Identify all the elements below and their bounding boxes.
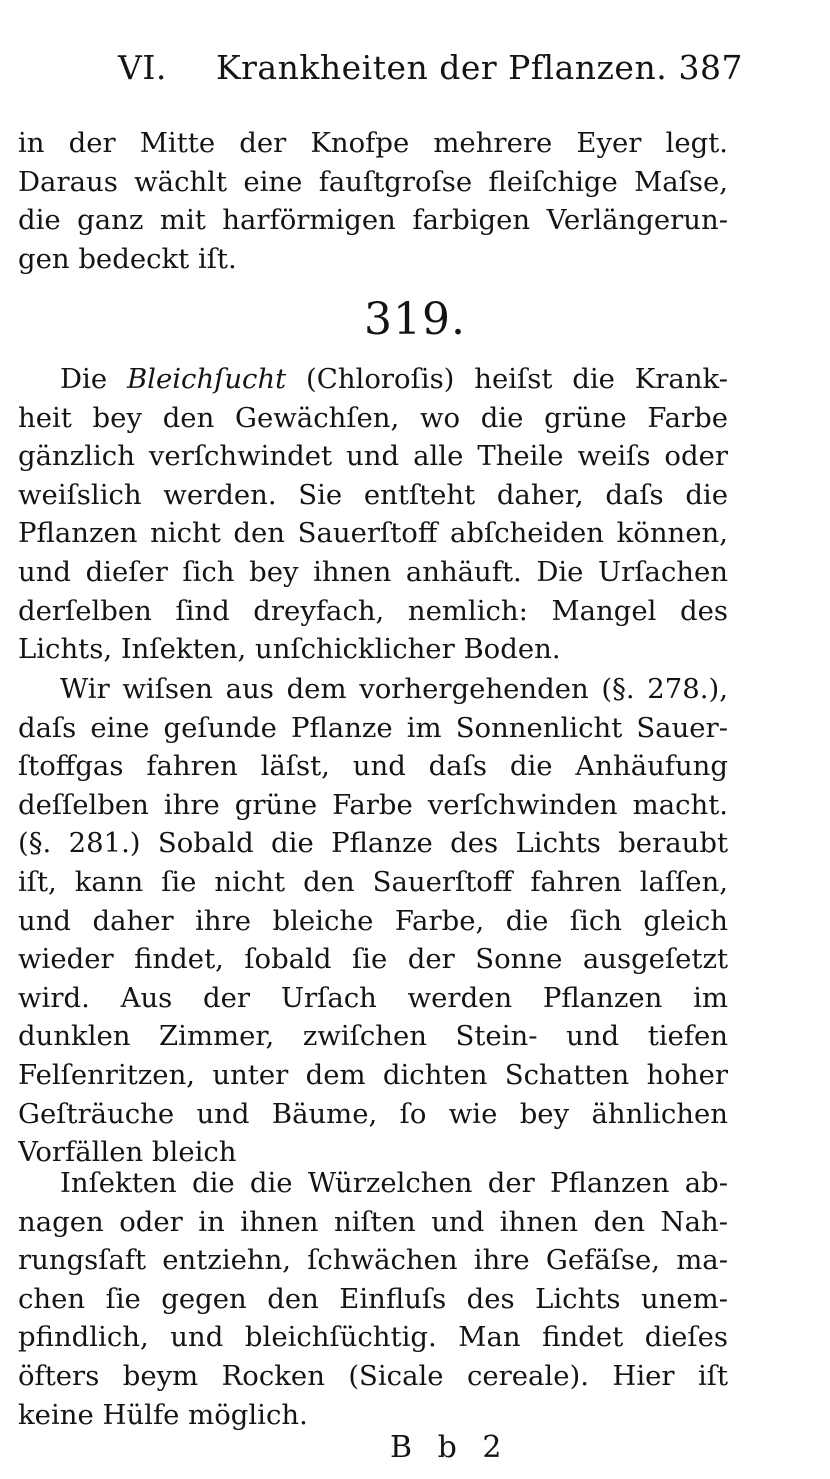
text-line: iſt, kann ſie nicht den Sauerſtoff fahren laſſen, bbox=[18, 865, 728, 898]
text-line: Felſenritzen, unter dem dichten Schatten hoher bbox=[18, 1058, 728, 1091]
paragraph-insects bbox=[18, 1164, 728, 1434]
text-line: nagen oder in ihnen niſten und ihnen den Nah- bbox=[18, 1205, 728, 1238]
running-title: Krankheiten der Pflanzen. bbox=[216, 48, 668, 87]
text-line: Vorfällen bleich bbox=[18, 1136, 237, 1169]
text-line: rungsſaft entziehn, ſchwächen ihre Gefäſse, ma- bbox=[18, 1244, 728, 1277]
text-line: wird. Aus der Urſach werden Pflanzen im bbox=[18, 981, 728, 1014]
paragraph-light bbox=[18, 670, 728, 1172]
page-number: 387 bbox=[678, 48, 743, 87]
text-line: gänzlich verſchwindet und alle Theile weiſs oder bbox=[18, 440, 728, 473]
text-line: daſs eine geſunde Pflanze im Sonnenlicht Sauer- bbox=[18, 711, 728, 744]
text-line: keine Hülfe möglich. bbox=[18, 1398, 308, 1431]
text-line: Geſträuche und Bäume, ſo wie bey ähnlichen bbox=[18, 1097, 728, 1130]
text-line: deſſelben ihre grüne Farbe verſchwinden macht. bbox=[18, 788, 728, 821]
text-line: Wir wiſsen aus dem vorhergehenden (§. 278.), bbox=[60, 673, 728, 705]
text-line: Lichts, Inſekten, unſchicklicher Boden. bbox=[18, 633, 561, 666]
text-line: wieder findet, ſobald ſie der Sonne ausgeſetzt bbox=[18, 943, 728, 976]
continuation-paragraph bbox=[18, 124, 728, 278]
text-line: und dieſer ſich bey ihnen anhäuft. Die Urſachen bbox=[18, 555, 728, 588]
text-fragment: (Chloroſis) heiſst die Krank- bbox=[286, 363, 728, 395]
text-line bbox=[18, 360, 728, 399]
text-line: öfters beym Rocken (Sicale cereale). Hier iſt bbox=[18, 1359, 728, 1392]
section-number: 319. bbox=[364, 294, 466, 345]
paragraph-chlorosis bbox=[18, 360, 728, 669]
text-line: chen ſie gegen den Einfluſs des Lichts unem- bbox=[18, 1282, 728, 1315]
text-line: (§. 281.) Sobald die Pflanze des Lichts beraubt bbox=[18, 827, 728, 860]
running-header bbox=[118, 48, 743, 96]
text-line: pfindlich, und bleichſüchtig. Man findet dieſes bbox=[18, 1321, 728, 1354]
term-bleichsucht: Bleichſucht bbox=[126, 363, 287, 395]
text-line: Daraus wächlt eine fauſtgroſse fleiſchige Maſse, bbox=[18, 165, 728, 198]
text-line: weiſslich werden. Sie entſteht daher, daſs die bbox=[18, 478, 728, 511]
chapter-number: VI. bbox=[118, 48, 167, 87]
text-fragment: Die bbox=[60, 363, 127, 395]
text-line: Pflanzen nicht den Sauerſtoff abſcheiden können, bbox=[18, 517, 728, 550]
text-line: und daher ihre bleiche Farbe, die ſich gleich bbox=[18, 904, 728, 937]
text-line: die ganz mit harförmigen farbigen Verlängerun- bbox=[18, 204, 728, 237]
text-line: dunklen Zimmer, zwiſchen Stein- und tiefen bbox=[18, 1020, 728, 1053]
text-line: gen bedeckt iſt. bbox=[18, 242, 237, 275]
text-line: in der Mitte der Knofpe mehrere Eyer legt. bbox=[18, 127, 728, 159]
text-line: Inſekten die die Würzelchen der Pflanzen ab- bbox=[60, 1167, 728, 1199]
text-line: ſtoffgas fahren läſst, und daſs die Anhäufung bbox=[18, 750, 728, 783]
text-line: derſelben ſind dreyfach, nemlich: Mangel des bbox=[18, 594, 728, 627]
text-line: heit bey den Gewächſen, wo die grüne Farbe bbox=[18, 401, 728, 434]
signature-mark: B b 2 bbox=[390, 1430, 510, 1465]
